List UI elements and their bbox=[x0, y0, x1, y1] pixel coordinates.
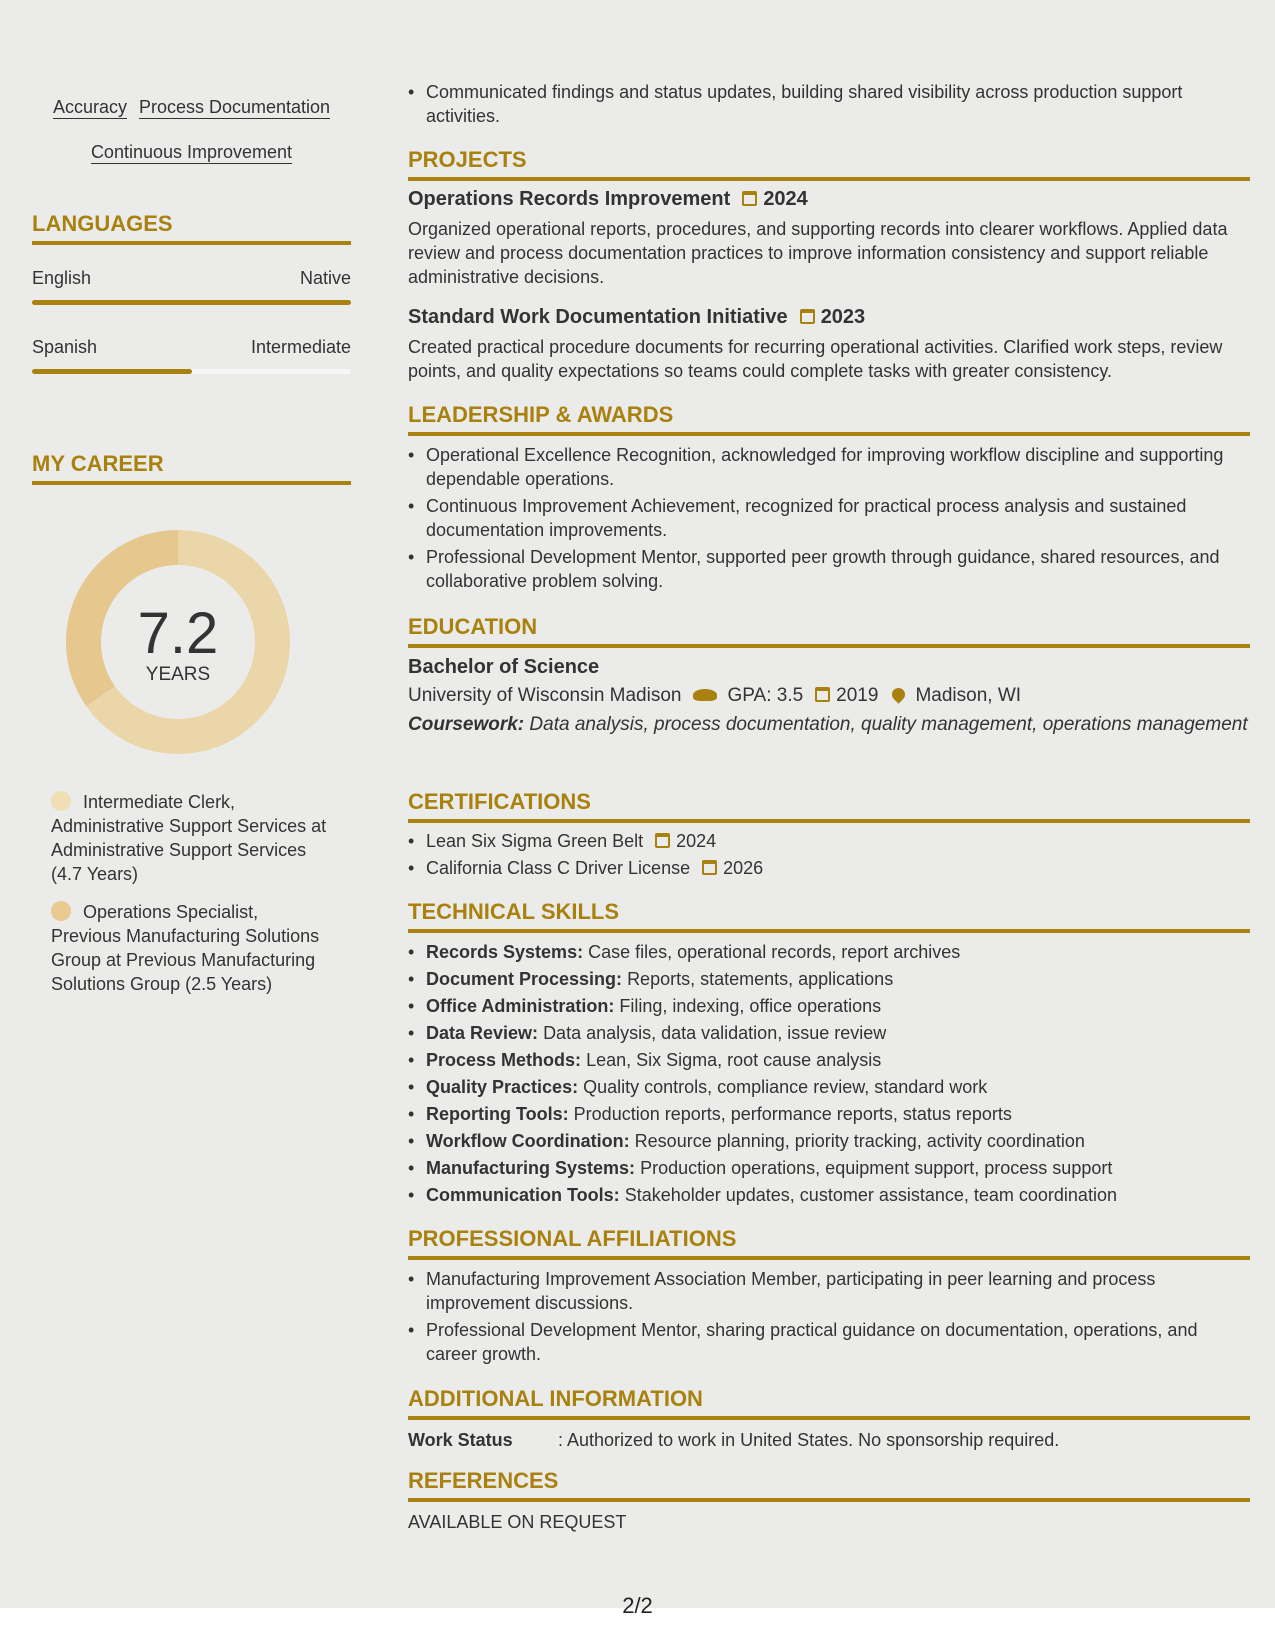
language-bar bbox=[32, 369, 351, 374]
legend-label: Intermediate Clerk, Administrative Support Services at Administrative Support Services (4.7 Years) bbox=[51, 792, 327, 884]
page-number: 2/2 bbox=[622, 1593, 653, 1618]
languages-title: LANGUAGES bbox=[32, 211, 351, 245]
career-total-unit: YEARS bbox=[145, 664, 211, 685]
education-location: Madison, WI bbox=[915, 685, 1022, 706]
skill-tag: Process Documentation bbox=[138, 97, 331, 117]
skill-category: Process Methods: bbox=[426, 1050, 582, 1070]
coursework-text: Data analysis, process documentation, quality management, operations management bbox=[529, 714, 1248, 735]
skill-values: Filing, indexing, office operations bbox=[619, 996, 882, 1016]
project-description: Organized operational reports, procedures, and supporting records into clearer workflows. Applied data review and process documentation practices to improve information consistency and support reliable administrative decisions. bbox=[408, 219, 1228, 287]
technical-skill-item bbox=[408, 1102, 1250, 1126]
education-year: 2019 bbox=[836, 685, 879, 706]
career-total-years: 7.2 bbox=[137, 601, 219, 666]
skill-values: Quality controls, compliance review, standard work bbox=[583, 1077, 988, 1097]
language-bar-fill bbox=[32, 300, 351, 305]
skill-category: Office Administration: bbox=[426, 996, 615, 1016]
skill-category: Workflow Coordination: bbox=[426, 1131, 630, 1151]
language-level: Native bbox=[299, 268, 351, 288]
calendar-icon bbox=[815, 687, 830, 702]
language-level: Intermediate bbox=[250, 337, 351, 357]
calendar-icon bbox=[742, 191, 757, 206]
coursework bbox=[408, 713, 1250, 737]
technical-skill-item bbox=[408, 967, 1250, 991]
affiliation-item: • Professional Development Mentor, sharing practical guidance on documentation, operations, and career growth. bbox=[408, 1318, 1250, 1366]
language-name: Spanish bbox=[32, 337, 98, 357]
skill-category: Communication Tools: bbox=[426, 1185, 620, 1205]
skill-values: Lean, Six Sigma, root cause analysis bbox=[586, 1050, 882, 1070]
technical-skill-item bbox=[408, 1048, 1250, 1072]
career-legend-item bbox=[51, 790, 331, 886]
career-title: MY CAREER bbox=[32, 451, 351, 485]
leadership-list bbox=[408, 443, 1250, 593]
technical-skill-item bbox=[408, 1075, 1250, 1099]
calendar-icon bbox=[800, 309, 815, 324]
legend-dot bbox=[51, 791, 71, 811]
certification-year: 2026 bbox=[723, 858, 764, 878]
certification-item bbox=[408, 856, 1250, 880]
skill-values: Stakeholder updates, customer assistance, team coordination bbox=[624, 1185, 1117, 1205]
work-status-row bbox=[408, 1428, 1250, 1452]
language-name: English bbox=[32, 268, 92, 288]
skill-values: Production operations, equipment support, process support bbox=[640, 1158, 1113, 1178]
skill-values: Case files, operational records, report archives bbox=[588, 942, 961, 962]
certification-name: California Class C Driver License bbox=[426, 858, 691, 878]
graduation-cap-icon bbox=[693, 689, 717, 701]
education-title: EDUCATION bbox=[408, 614, 1250, 648]
language-bar-fill bbox=[32, 369, 192, 374]
skill-category: Quality Practices: bbox=[426, 1077, 579, 1097]
skill-tag: Continuous Improvement bbox=[90, 142, 293, 162]
project-item bbox=[408, 188, 1250, 289]
skill-category: Data Review: bbox=[426, 1023, 539, 1043]
skill-values: Reports, statements, applications bbox=[627, 969, 894, 989]
skill-category: Reporting Tools: bbox=[426, 1104, 569, 1124]
project-year: 2023 bbox=[820, 306, 866, 328]
skill-category: Manufacturing Systems: bbox=[426, 1158, 636, 1178]
location-pin-icon bbox=[890, 685, 908, 703]
technical-skill-item bbox=[408, 994, 1250, 1018]
technical-skill-item bbox=[408, 940, 1250, 964]
work-status-label: Work Status bbox=[408, 1430, 513, 1450]
references-title: REFERENCES bbox=[408, 1468, 1250, 1502]
technical-skills-bullets bbox=[408, 940, 1250, 1207]
calendar-icon bbox=[655, 833, 670, 848]
certifications-title: CERTIFICATIONS bbox=[408, 789, 1250, 823]
project-year: 2024 bbox=[763, 188, 808, 210]
technical-skills-title: TECHNICAL SKILLS bbox=[408, 899, 1250, 933]
education-entry bbox=[408, 656, 1250, 737]
legend-label: Operations Specialist, Previous Manufacturing Solutions Group at Previous Manufacturing Solutions Group (2.5 Years) bbox=[51, 902, 320, 994]
project-name: Operations Records Improvement bbox=[408, 188, 731, 210]
references-text: AVAILABLE ON REQUEST bbox=[408, 1512, 627, 1532]
skill-values: Resource planning, priority tracking, activity coordination bbox=[634, 1131, 1085, 1151]
affiliation-item: • Manufacturing Improvement Association Member, participating in peer learning and process improvement discussions. bbox=[408, 1267, 1250, 1315]
certification-year: 2024 bbox=[676, 831, 717, 851]
legend-dot bbox=[51, 901, 71, 921]
leadership-item: • Continuous Improvement Achievement, recognized for practical process analysis and sustained documentation improvements. bbox=[408, 494, 1250, 542]
affiliations-list bbox=[408, 1267, 1250, 1366]
language-bar bbox=[32, 300, 351, 305]
skill-category: Records Systems: bbox=[426, 942, 584, 962]
technical-skills-list bbox=[408, 940, 1250, 1210]
skill-values: Production reports, performance reports, status reports bbox=[573, 1104, 1012, 1124]
skill-values: Data analysis, data validation, issue review bbox=[543, 1023, 887, 1043]
project-name: Standard Work Documentation Initiative bbox=[408, 306, 788, 328]
certification-item bbox=[408, 829, 1250, 853]
technical-skill-item bbox=[408, 1021, 1250, 1045]
leadership-item: • Operational Excellence Recognition, acknowledged for improving workflow discipline and supporting dependable operations. bbox=[408, 443, 1250, 491]
skill-category: Document Processing: bbox=[426, 969, 623, 989]
degree: Bachelor of Science bbox=[408, 656, 600, 678]
technical-skill-item bbox=[408, 1129, 1250, 1153]
calendar-icon bbox=[702, 860, 717, 875]
certifications-list bbox=[408, 829, 1250, 880]
work-status-value: : Authorized to work in United States. No sponsorship required. bbox=[558, 1430, 1060, 1450]
affiliations-title: PROFESSIONAL AFFILIATIONS bbox=[408, 1226, 1250, 1260]
leadership-item: • Professional Development Mentor, supported peer growth through guidance, shared resources, and collaborative problem solving. bbox=[408, 545, 1250, 593]
gpa: GPA: 3.5 bbox=[727, 685, 804, 706]
experience-tail bbox=[408, 80, 1250, 128]
project-item bbox=[408, 306, 1250, 383]
technical-skill-item bbox=[408, 1183, 1250, 1207]
career-legend-item bbox=[51, 900, 331, 996]
certification-name: Lean Six Sigma Green Belt bbox=[426, 831, 644, 851]
project-description: Created practical procedure documents for recurring operational activities. Clarified work steps, review points, and quality expectations so teams could complete tasks with greater consistency. bbox=[408, 337, 1223, 381]
school: University of Wisconsin Madison bbox=[408, 685, 682, 706]
skill-tags bbox=[32, 86, 351, 176]
leadership-title: LEADERSHIP & AWARDS bbox=[408, 402, 1250, 436]
skill-tag: Accuracy bbox=[52, 97, 127, 117]
coursework-label: Coursework: bbox=[408, 714, 525, 735]
experience-bullet: • Communicated findings and status updates, building shared visibility across production support activities. bbox=[408, 80, 1250, 128]
technical-skill-item bbox=[408, 1156, 1250, 1180]
projects-title: PROJECTS bbox=[408, 147, 1250, 181]
additional-info-title: ADDITIONAL INFORMATION bbox=[408, 1386, 1250, 1420]
